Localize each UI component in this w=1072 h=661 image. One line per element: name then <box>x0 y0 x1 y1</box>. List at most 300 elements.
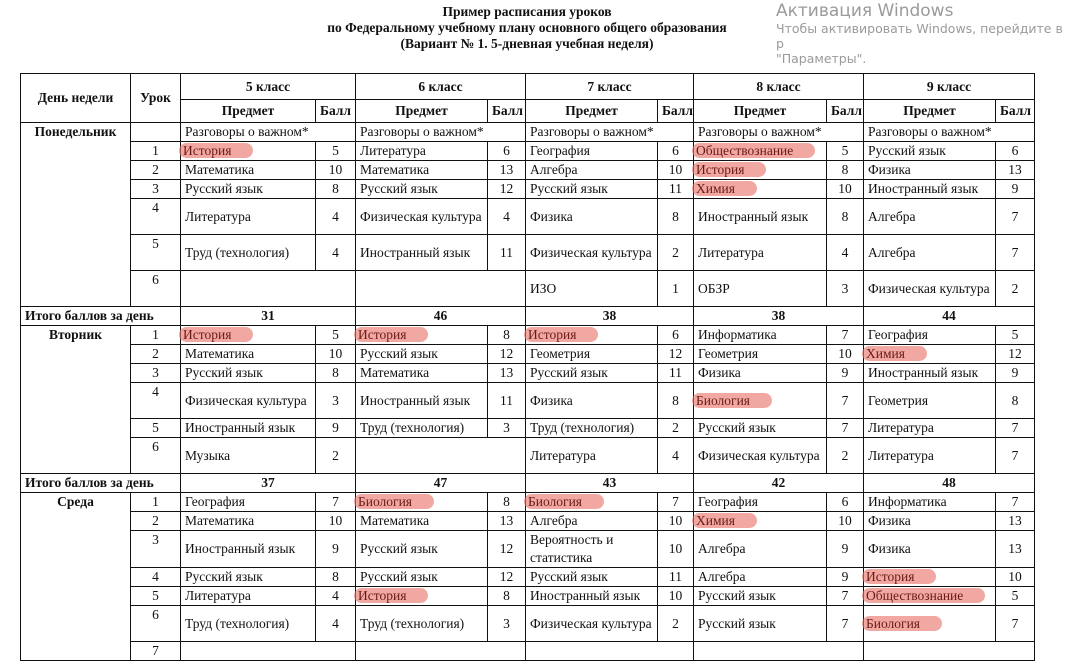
header-score: Балл <box>488 100 526 123</box>
header-row-classes <box>21 74 1035 100</box>
total-value: 42 <box>694 474 864 493</box>
subject-cell <box>694 419 827 438</box>
subject-name: Иностранный язык <box>530 588 641 603</box>
score-cell: 11 <box>658 364 694 383</box>
total-value: 46 <box>356 307 526 326</box>
lesson-number: 5 <box>131 419 181 438</box>
lesson-row <box>21 326 1035 345</box>
score-cell: 8 <box>827 161 864 180</box>
subject-name: Физика <box>868 541 911 556</box>
subject-cell <box>356 383 488 419</box>
subject-name: Иностранный язык <box>185 420 296 435</box>
subject-name: Русский язык <box>185 365 263 380</box>
score-cell: 6 <box>488 142 526 161</box>
subject-cell <box>181 142 316 161</box>
lesson-row <box>21 531 1035 568</box>
subject-cell <box>526 161 658 180</box>
total-label: Итого баллов за день <box>21 307 181 326</box>
day-name: Понедельник <box>21 123 131 307</box>
subject-cell <box>694 606 827 642</box>
subject-cell <box>694 235 827 271</box>
score-cell: 12 <box>996 345 1035 364</box>
score-cell: 10 <box>658 531 694 568</box>
subject-cell <box>526 235 658 271</box>
subject-cell <box>526 493 658 512</box>
highlighted-subject: Биология <box>862 616 942 631</box>
subject-name: Русский язык <box>698 588 776 603</box>
header-score: Балл <box>996 100 1035 123</box>
total-value: 43 <box>526 474 694 493</box>
lesson-number: 1 <box>131 493 181 512</box>
subject-cell <box>181 180 316 199</box>
score-cell: 4 <box>488 199 526 235</box>
score-cell: 8 <box>488 493 526 512</box>
score-cell: 12 <box>658 345 694 364</box>
subject-cell <box>864 419 996 438</box>
score-cell: 2 <box>996 271 1035 307</box>
subject-cell <box>864 568 996 587</box>
subject-name: Геометрия <box>530 346 591 361</box>
subject-name: Иностранный язык <box>185 541 296 556</box>
subject-name: Алгебра <box>868 244 916 260</box>
lesson-row <box>21 235 1035 271</box>
score-cell: 13 <box>488 512 526 531</box>
subject-cell <box>694 512 827 531</box>
score-cell: 10 <box>658 161 694 180</box>
score-cell: 7 <box>316 493 356 512</box>
subject-cell <box>864 161 996 180</box>
subject-cell <box>181 493 316 512</box>
subject-name: Литература <box>360 143 426 158</box>
total-value: 37 <box>181 474 356 493</box>
empty-cell <box>356 271 526 307</box>
subject-name: Математика <box>185 162 255 177</box>
empty-cell <box>526 642 694 661</box>
subject-cell <box>181 161 316 180</box>
talk-subject: Разговоры о важном* <box>526 123 694 142</box>
subject-cell <box>356 606 488 642</box>
subject-cell <box>181 512 316 531</box>
subject-cell <box>356 161 488 180</box>
score-cell: 11 <box>488 383 526 419</box>
subject-name: Литература <box>530 447 596 463</box>
subject-cell <box>526 142 658 161</box>
lesson-row <box>21 271 1035 307</box>
subject-name: Русский язык <box>698 420 776 435</box>
lesson-number: 6 <box>131 438 181 474</box>
subject-name: Алгебра <box>698 569 746 584</box>
score-cell: 10 <box>316 161 356 180</box>
score-cell: 11 <box>488 235 526 271</box>
subject-cell <box>526 419 658 438</box>
score-cell: 5 <box>827 142 864 161</box>
highlighted-subject: История <box>354 327 428 342</box>
lesson-number: 2 <box>131 345 181 364</box>
score-cell: 7 <box>996 606 1035 642</box>
score-cell: 13 <box>996 531 1035 568</box>
subject-cell <box>356 326 488 345</box>
score-cell: 8 <box>658 383 694 419</box>
subject-name: Физическая культура <box>868 280 990 296</box>
score-cell: 5 <box>316 326 356 345</box>
lesson-row <box>21 438 1035 474</box>
score-cell: 13 <box>996 512 1035 531</box>
subject-name: Иностранный язык <box>360 244 471 260</box>
subject-name: Музыка <box>185 447 231 463</box>
lesson-row <box>21 345 1035 364</box>
subject-name: География <box>868 327 928 342</box>
header-class: 5 класс <box>181 74 356 100</box>
score-cell: 7 <box>658 493 694 512</box>
score-cell: 9 <box>996 180 1035 199</box>
score-cell: 10 <box>658 512 694 531</box>
score-cell: 7 <box>827 587 864 606</box>
lesson-row <box>21 199 1035 235</box>
subject-cell <box>356 345 488 364</box>
subject-name: Русский язык <box>185 181 263 196</box>
highlighted-subject: История <box>354 588 428 603</box>
header-class: 9 класс <box>864 74 1035 100</box>
empty-cell <box>356 438 526 474</box>
subject-cell <box>864 383 996 419</box>
lesson-row <box>21 587 1035 606</box>
score-cell: 3 <box>488 606 526 642</box>
score-cell: 7 <box>827 326 864 345</box>
score-cell: 5 <box>316 142 356 161</box>
subject-cell <box>526 345 658 364</box>
subject-name: Труд (технология) <box>360 420 465 435</box>
lesson-number: 5 <box>131 587 181 606</box>
subject-cell <box>356 493 488 512</box>
score-cell: 2 <box>658 235 694 271</box>
subject-name: Литература <box>698 244 764 260</box>
subject-name: Физика <box>530 208 573 224</box>
header-class: 6 класс <box>356 74 526 100</box>
subject-name: Иностранный язык <box>698 208 809 224</box>
subject-cell <box>864 235 996 271</box>
subject-cell <box>356 512 488 531</box>
subject-name: Русский язык <box>698 615 776 631</box>
lesson-number: 4 <box>131 199 181 235</box>
score-cell: 2 <box>658 419 694 438</box>
header-subject: Предмет <box>356 100 488 123</box>
header-subject: Предмет <box>864 100 996 123</box>
total-row <box>21 307 1035 326</box>
score-cell: 7 <box>827 606 864 642</box>
score-cell: 8 <box>658 199 694 235</box>
score-cell: 10 <box>996 568 1035 587</box>
score-cell: 4 <box>316 199 356 235</box>
subject-cell <box>526 568 658 587</box>
score-cell: 1 <box>658 271 694 307</box>
subject-name: Вероятность и статистика <box>530 532 614 565</box>
lesson-row <box>21 419 1035 438</box>
subject-name: Русский язык <box>360 346 438 361</box>
score-cell: 4 <box>316 235 356 271</box>
subject-name: Русский язык <box>185 569 263 584</box>
highlighted-subject: История <box>862 569 936 584</box>
subject-name: Геометрия <box>868 392 929 408</box>
subject-name: Труд (технология) <box>360 615 465 631</box>
lesson-number: 4 <box>131 568 181 587</box>
score-cell: 6 <box>658 142 694 161</box>
subject-cell <box>526 271 658 307</box>
subject-cell <box>181 587 316 606</box>
talk-subject: Разговоры о важном* <box>694 123 864 142</box>
subject-cell <box>526 326 658 345</box>
subject-cell <box>694 568 827 587</box>
total-value: 31 <box>181 307 356 326</box>
subject-cell <box>864 271 996 307</box>
subject-name: Русский язык <box>360 541 438 556</box>
lesson-row <box>21 123 1035 142</box>
subject-cell <box>181 568 316 587</box>
subject-cell <box>526 364 658 383</box>
highlighted-subject: История <box>692 162 766 177</box>
total-value: 38 <box>526 307 694 326</box>
subject-name: Физика <box>530 392 573 408</box>
subject-cell <box>356 364 488 383</box>
score-cell: 6 <box>658 326 694 345</box>
subject-cell <box>526 438 658 474</box>
header-score: Балл <box>658 100 694 123</box>
score-cell: 11 <box>658 568 694 587</box>
subject-name: География <box>530 143 590 158</box>
lesson-row <box>21 383 1035 419</box>
subject-name: Иностранный язык <box>868 181 979 196</box>
subject-cell <box>694 161 827 180</box>
score-cell: 9 <box>827 364 864 383</box>
subject-cell <box>694 326 827 345</box>
subject-name: Русский язык <box>360 181 438 196</box>
lesson-row <box>21 142 1035 161</box>
score-cell: 8 <box>996 383 1035 419</box>
highlighted-subject: Химия <box>692 513 757 528</box>
highlighted-subject: Биология <box>354 494 434 509</box>
score-cell: 13 <box>996 161 1035 180</box>
score-cell: 5 <box>996 326 1035 345</box>
subject-cell <box>864 531 996 568</box>
subject-name: Физическая культура <box>530 244 652 260</box>
watermark-line-3: "Параметры". <box>776 51 867 66</box>
lesson-number: 1 <box>131 142 181 161</box>
day-name: Вторник <box>21 326 131 474</box>
score-cell: 10 <box>658 587 694 606</box>
lesson-row <box>21 493 1035 512</box>
empty-cell <box>356 642 526 661</box>
score-cell: 12 <box>488 531 526 568</box>
total-value: 48 <box>864 474 1035 493</box>
subject-name: Математика <box>360 365 430 380</box>
subject-cell <box>526 199 658 235</box>
score-cell: 9 <box>996 364 1035 383</box>
watermark-line-1: Активация Windows <box>776 1 954 21</box>
subject-cell <box>356 419 488 438</box>
subject-name: Русский язык <box>530 569 608 584</box>
subject-cell <box>694 180 827 199</box>
header-subject: Предмет <box>181 100 316 123</box>
subject-name: ОБЗР <box>698 280 730 296</box>
score-cell: 3 <box>488 419 526 438</box>
score-cell: 12 <box>488 568 526 587</box>
subject-cell <box>864 326 996 345</box>
score-cell: 8 <box>488 326 526 345</box>
subject-name: Информатика <box>698 327 777 342</box>
lesson-row <box>21 180 1035 199</box>
header-score: Балл <box>316 100 356 123</box>
empty-cell <box>181 271 356 307</box>
total-value: 38 <box>694 307 864 326</box>
subject-cell <box>181 326 316 345</box>
header-class: 8 класс <box>694 74 864 100</box>
score-cell: 6 <box>996 142 1035 161</box>
total-label: Итого баллов за день <box>21 474 181 493</box>
subject-cell <box>356 180 488 199</box>
lesson-number: 4 <box>131 383 181 419</box>
lesson-number: 3 <box>131 180 181 199</box>
subject-cell <box>181 606 316 642</box>
subject-name: Литература <box>185 208 251 224</box>
score-cell: 2 <box>658 606 694 642</box>
subject-name: Русский язык <box>360 569 438 584</box>
subject-name: Физика <box>698 365 741 380</box>
subject-name: Физическая культура <box>698 447 820 463</box>
subject-name: География <box>185 494 245 509</box>
schedule-table <box>20 73 1035 661</box>
highlighted-subject: Химия <box>692 181 757 196</box>
score-cell: 7 <box>827 383 864 419</box>
lesson-number: 1 <box>131 326 181 345</box>
score-cell: 13 <box>488 161 526 180</box>
score-cell: 13 <box>488 364 526 383</box>
subject-name: Физическая культура <box>185 392 307 408</box>
subject-cell <box>181 345 316 364</box>
score-cell: 12 <box>488 180 526 199</box>
header-subject: Предмет <box>526 100 658 123</box>
subject-name: Физическая культура <box>530 615 652 631</box>
subject-cell <box>694 142 827 161</box>
subject-cell <box>864 587 996 606</box>
lesson-number: 3 <box>131 364 181 383</box>
lesson-number: 7 <box>131 642 181 661</box>
score-cell: 10 <box>827 512 864 531</box>
score-cell: 8 <box>316 180 356 199</box>
score-cell: 9 <box>316 419 356 438</box>
subject-cell <box>694 438 827 474</box>
subject-cell <box>181 531 316 568</box>
subject-cell <box>526 383 658 419</box>
score-cell: 10 <box>827 180 864 199</box>
lesson-number: 2 <box>131 161 181 180</box>
subject-name: Геометрия <box>698 346 759 361</box>
score-cell: 8 <box>827 199 864 235</box>
subject-name: Труд (технология) <box>530 420 635 435</box>
score-cell: 10 <box>827 345 864 364</box>
subject-name: Русский язык <box>868 143 946 158</box>
empty-cell <box>181 642 356 661</box>
score-cell: 7 <box>996 199 1035 235</box>
subject-cell <box>864 142 996 161</box>
subject-cell <box>694 531 827 568</box>
highlighted-subject: Обществознание <box>692 143 815 158</box>
subject-cell <box>694 587 827 606</box>
subject-cell <box>694 364 827 383</box>
subject-cell <box>694 493 827 512</box>
score-cell: 7 <box>996 419 1035 438</box>
subject-name: Алгебра <box>530 513 578 528</box>
lesson-row <box>21 364 1035 383</box>
subject-cell <box>181 438 316 474</box>
subject-cell <box>181 199 316 235</box>
subject-cell <box>181 383 316 419</box>
lesson-number: 2 <box>131 512 181 531</box>
subject-cell <box>181 364 316 383</box>
header-subject: Предмет <box>694 100 827 123</box>
header-lesson: Урок <box>131 74 181 123</box>
score-cell: 8 <box>316 568 356 587</box>
highlighted-subject: История <box>179 327 253 342</box>
talk-subject: Разговоры о важном* <box>356 123 526 142</box>
score-cell: 5 <box>996 587 1035 606</box>
score-cell: 7 <box>996 235 1035 271</box>
highlighted-subject: История <box>524 327 598 342</box>
subject-cell <box>864 512 996 531</box>
subject-cell <box>694 199 827 235</box>
title-line-1: Пример расписания уроков <box>442 4 612 19</box>
score-cell: 7 <box>996 438 1035 474</box>
subject-name: Труд (технология) <box>185 615 290 631</box>
title-line-2: по Федеральному учебному плану основного общего образования <box>327 20 727 35</box>
subject-cell <box>526 180 658 199</box>
score-cell: 9 <box>827 531 864 568</box>
talk-subject: Разговоры о важном* <box>181 123 356 142</box>
lesson-row <box>21 606 1035 642</box>
score-cell: 9 <box>316 531 356 568</box>
lesson-row <box>21 512 1035 531</box>
subject-cell <box>526 606 658 642</box>
subject-name: Русский язык <box>530 181 608 196</box>
subject-name: Литература <box>868 447 934 463</box>
subject-cell <box>356 199 488 235</box>
subject-name: Алгебра <box>868 208 916 224</box>
total-value: 47 <box>356 474 526 493</box>
subject-name: Алгебра <box>698 541 746 556</box>
score-cell: 6 <box>827 493 864 512</box>
score-cell: 2 <box>827 438 864 474</box>
subject-name: Математика <box>185 513 255 528</box>
lesson-number: 5 <box>131 235 181 271</box>
subject-cell <box>181 235 316 271</box>
subject-name: Физика <box>868 162 911 177</box>
subject-name: Математика <box>360 513 430 528</box>
subject-cell <box>356 235 488 271</box>
highlighted-subject: История <box>179 143 253 158</box>
subject-name: Математика <box>185 346 255 361</box>
document-title <box>0 4 1054 52</box>
lesson-number <box>131 123 181 142</box>
watermark-line-2: Чтобы активировать Windows, перейдите в р <box>776 21 1063 51</box>
score-cell: 3 <box>827 271 864 307</box>
subject-cell <box>864 606 996 642</box>
subject-cell <box>864 438 996 474</box>
lesson-row <box>21 568 1035 587</box>
score-cell: 8 <box>316 364 356 383</box>
subject-name: Физическая культура <box>360 208 482 224</box>
subject-cell <box>526 531 658 568</box>
highlighted-subject: Химия <box>862 346 927 361</box>
subject-cell <box>864 180 996 199</box>
empty-cell <box>694 642 864 661</box>
